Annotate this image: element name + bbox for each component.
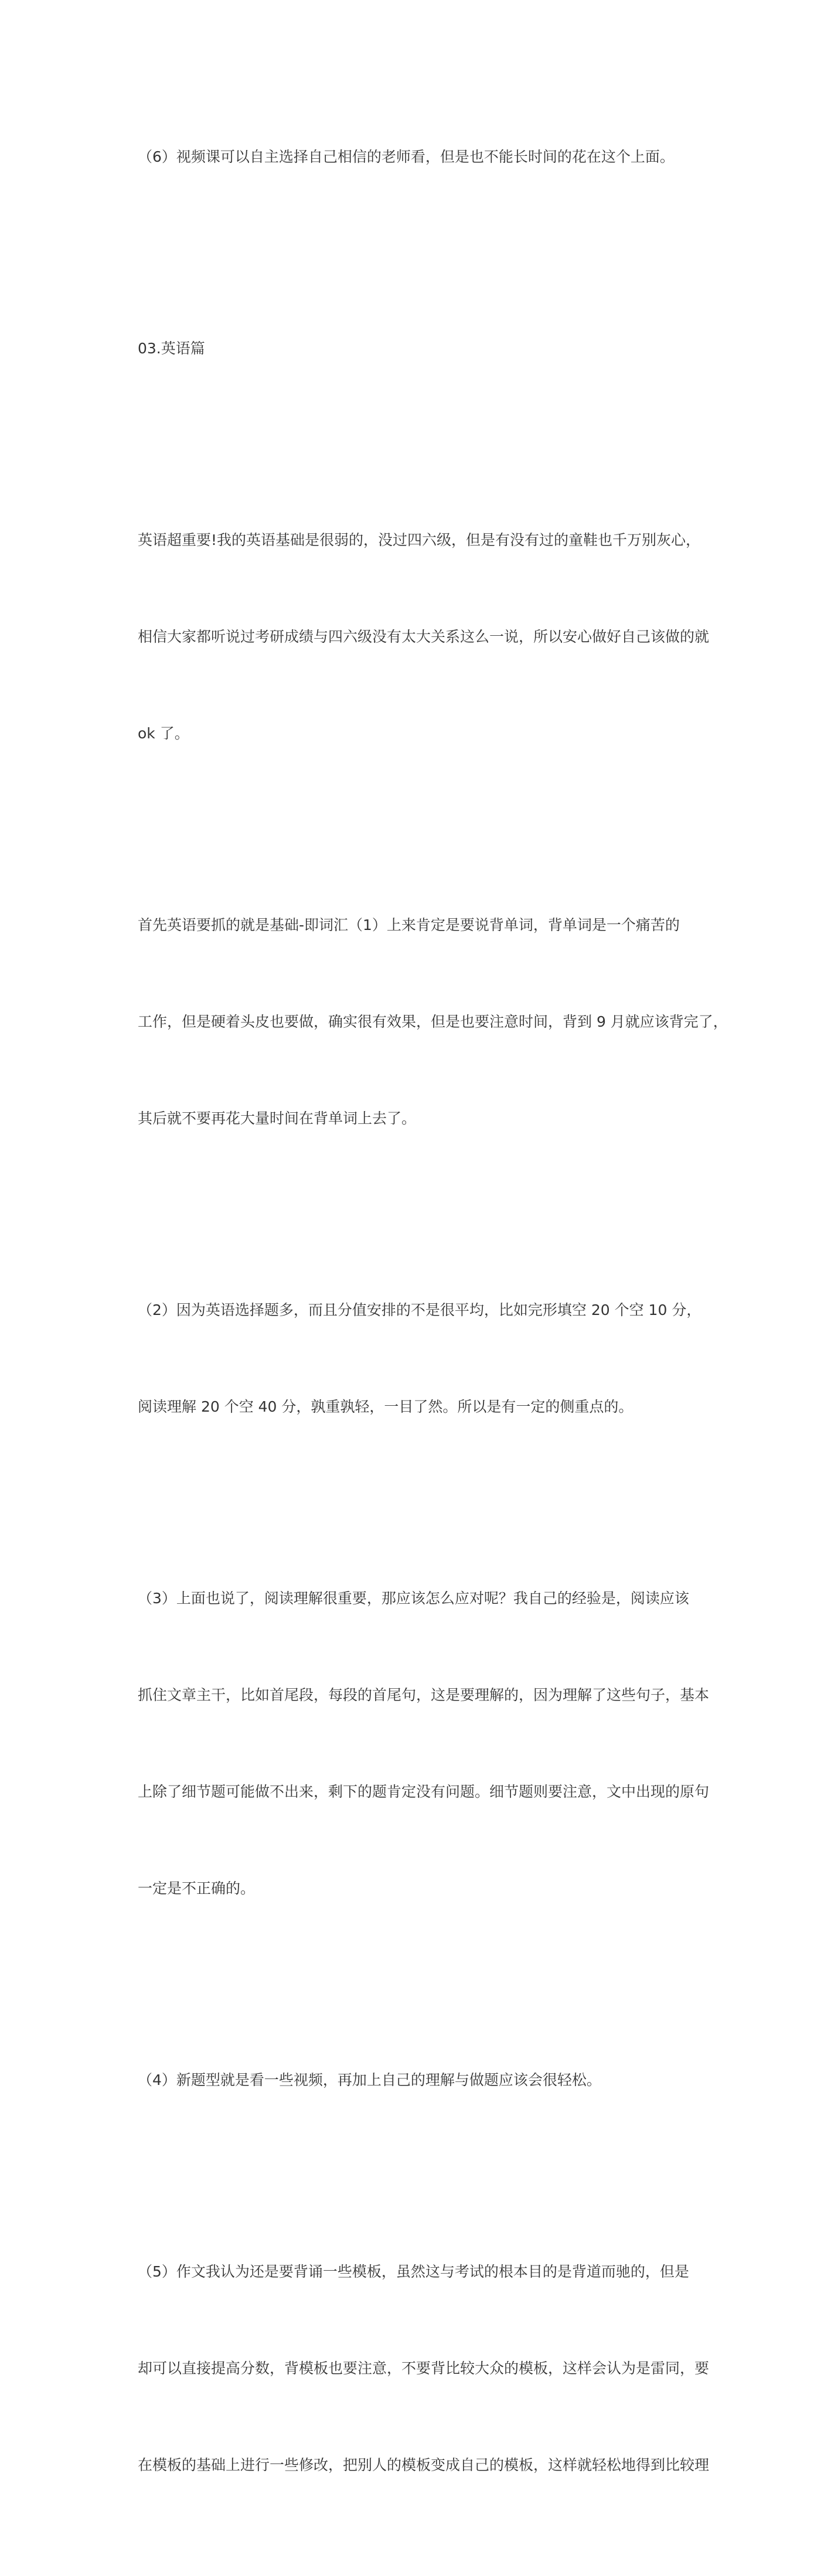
text-line: 其后就不要再花大量时间在背单词上去了。	[138, 1110, 417, 1127]
section-heading-english	[105, 268, 733, 429]
text-line: （6）视频课可以自主选择自己相信的老师看，但是也不能长时间的花在这个上面。	[138, 148, 675, 165]
text-line: 上除了细节题可能做不出来，剩下的题肯定没有问题。细节题则要注意，文中出现的原句	[138, 1783, 710, 1800]
heading-text: 03.英语篇	[138, 340, 205, 357]
document-body	[105, 76, 733, 2576]
text-line: 却可以直接提高分数，背模板也要注意，不要背比较大众的模板，这样会认为是雷同，要	[138, 2360, 710, 2377]
text-line: ok 了。	[138, 725, 189, 742]
paragraph-english-intro	[105, 459, 733, 814]
paragraph-reading	[105, 1518, 733, 1969]
text-line: 抓住文章主干，比如首尾段，每段的首尾句，这是要理解的，因为理解了这些句子，基本	[138, 1686, 710, 1703]
text-line: 工作，但是硬着头皮也要做，确实很有效果，但是也要注意时间，背到 9 月就应该背完了，	[138, 1013, 728, 1030]
text-line: 一定是不正确的。	[138, 1880, 256, 1897]
paragraph-essay	[105, 2191, 733, 2546]
text-line: 相信大家都听说过考研成绩与四六级没有太大关系这么一说，所以安心做好自己该做的就	[138, 628, 710, 645]
paragraph-vocabulary	[105, 844, 733, 1199]
text-line: 首先英语要抓的就是基础-即词汇（1）上来肯定是要说背单词，背单词是一个痛苦的	[138, 916, 680, 933]
text-line: 阅读理解 20 个空 40 分，孰重孰轻，一目了然。所以是有一定的侧重点的。	[138, 1398, 634, 1415]
paragraph-new-question-type	[105, 1999, 733, 2161]
paragraph-video-course	[105, 76, 733, 237]
text-line: （3）上面也说了，阅读理解很重要，那应该怎么应对呢？我自己的经验是，阅读应该	[138, 1590, 689, 1607]
text-line: 英语超重要!我的英语基础是很弱的，没过四六级，但是有没有过的童鞋也千万别灰心，	[138, 531, 701, 548]
text-line: （4）新题型就是看一些视频，再加上自己的理解与做题应该会很轻松。	[138, 2071, 601, 2088]
text-line: （2）因为英语选择题多，而且分值安排的不是很平均，比如完形填空 20 个空 10 分，	[138, 1301, 701, 1318]
text-line: （5）作文我认为还是要背诵一些模板，虽然这与考试的根本目的是背道而驰的，但是	[138, 2263, 689, 2280]
paragraph-multiple-choice	[105, 1229, 733, 1487]
text-line: 在模板的基础上进行一些修改，把别人的模板变成自己的模板，这样就轻松地得到比较理	[138, 2456, 710, 2473]
